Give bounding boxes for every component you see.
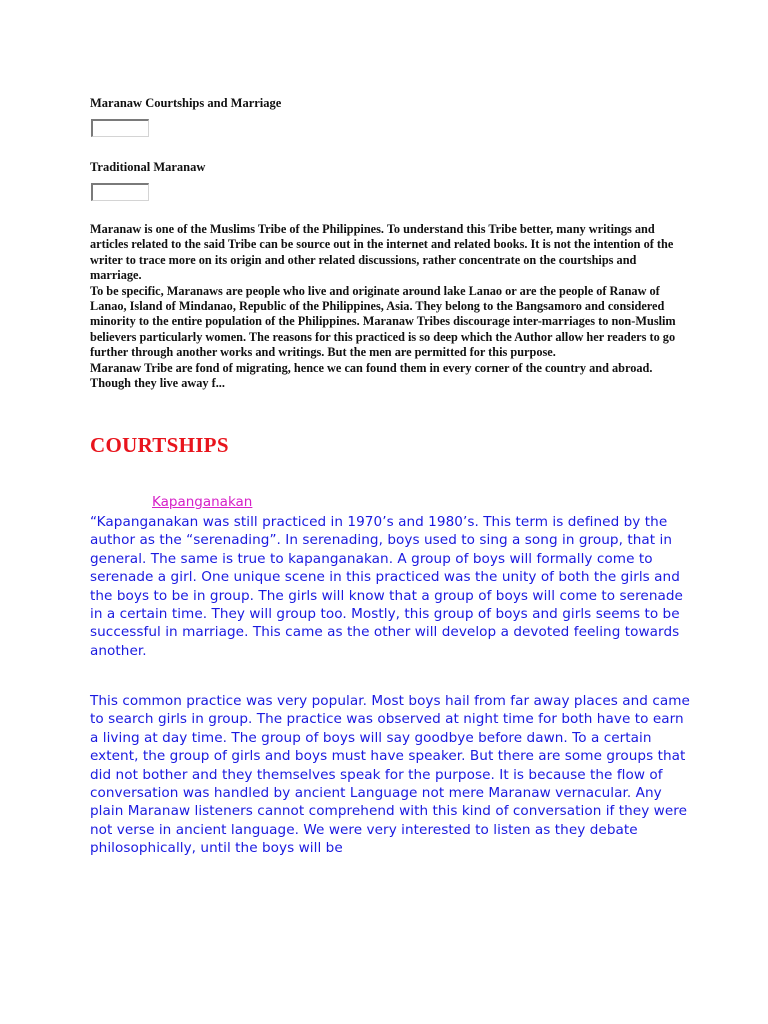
subsection-link-kapanganakan[interactable]: Kapanganakan bbox=[152, 494, 253, 510]
intro-text bbox=[90, 222, 690, 391]
empty-field-box bbox=[91, 183, 149, 201]
body-paragraph-text: “Kapanganakan was still practiced in 1970’s and 1980’s. This term is defined by the author as the “serenading”. In serenading, boys used to sing a song in group, that in general. The same is true to kapanganakan. A group of boys will formally come to serenade a girl. One unique scene in this practiced was the unity of both the girls and the boys to be in group. The girls will know that a group of boys will come to serenade in a certain time. They will group too. Mostly, this group of boys and girls seems to be successful in marriage. This came as the other will develop a devoted feeling towards another. bbox=[90, 514, 683, 659]
intro-paragraph: Maranaw Tribe are fond of migrating, hence we can found them in every corner of the country and abroad. Though they live away f... bbox=[90, 360, 653, 391]
body-paragraph bbox=[90, 513, 690, 660]
intro-paragraph: Maranaw is one of the Muslims Tribe of the Philippines. To understand this Tribe better, many writings and articles related to the said Tribe can be source out in the internet and related books. It is not the intention of the writer to trace more on its origin and other related discussions, rather concentrate on the courtships and marriage. bbox=[90, 222, 674, 283]
body-paragraph-text: This common practice was very popular. Most boys hail from far away places and came to search girls in group. The practice was observed at night time for both have to earn a living at day time. The group of boys will say goodbye before dawn. To a certain extent, the group of girls and boys must have speaker. But there are some groups that did not bother and they themselves speak for the purpose. It is because the flow of conversation was handled by ancient Language not mere Maranaw vernacular. Any plain Maranaw listeners cannot comprehend with this kind of conversation if they were not verse in ancient language. We were very interested to listen as they debate philosophically, until the boys will be bbox=[90, 693, 690, 857]
body-paragraph bbox=[90, 692, 690, 858]
intro-paragraph: To be specific, Maranaws are people who live and originate around lake Lanao or are the people of Ranaw of Lanao, Island of Mindanao, Republic of the Philippines, Asia. They belong to the Bangsamoro and considered minority to the entire population of the Philippines. Maranaw Tribes discourage inter-marriages to non-Muslim believers particularly women. The reasons for this practiced is so deep which the Author allow her readers to go further through another works and writings. But the men are permitted for this purpose. bbox=[90, 283, 676, 360]
empty-field-box bbox=[91, 119, 149, 137]
section-heading-courtships: COURTSHIPS bbox=[90, 433, 229, 457]
document-title: Maranaw Courtships and Marriage bbox=[90, 96, 282, 110]
document-subtitle: Traditional Maranaw bbox=[90, 160, 206, 174]
